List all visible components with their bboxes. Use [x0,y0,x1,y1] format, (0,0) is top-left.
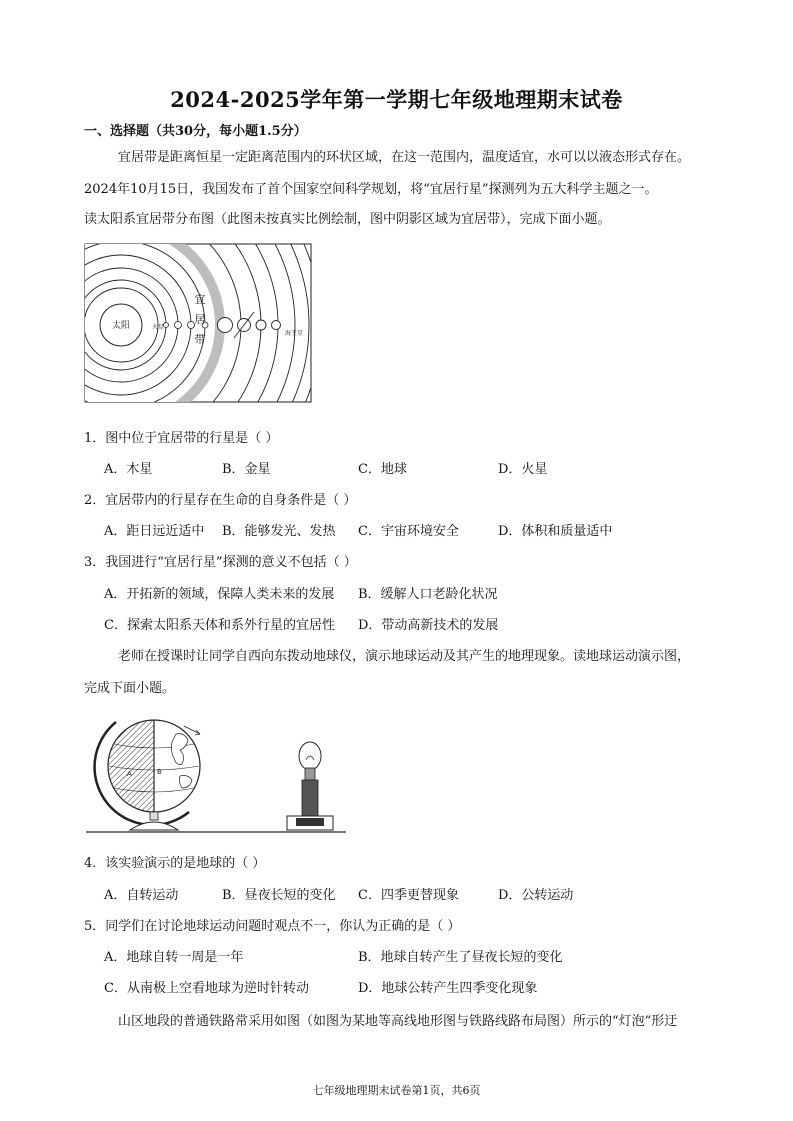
passage2-line1: 老师在授课时让同学自西向东拨动地球仪，演示地球运动及其产生的地理现象。读地球运动演示图， [118,649,691,664]
label-a: A [127,770,132,778]
q1-option-c: C．地球 [358,462,407,477]
q3-option-a: A．开拓新的领域，保障人类未来的发展 [104,587,335,602]
question-5-stem: 5．同学们在讨论地球运动问题时观点不一，你认为正确的是（ ） [84,919,461,934]
zone-label-2: 居 [194,313,206,326]
planet-earth [188,322,195,329]
globe-night-side [108,720,154,812]
q3-option-c: C．探索太阳系天体和系外行星的宜居性 [104,618,335,633]
q5-option-b: B．地球自转产生了昼夜长短的变化 [358,950,563,965]
q5-option-c: C．从南极上空看地球为逆时针转动 [104,981,309,996]
q2-option-a: A．距日远近适中 [104,524,205,539]
planet-jupiter [218,318,233,333]
globe-lamp-figure [84,704,346,838]
planet-venus [175,322,182,329]
passage1-line3: 读太阳系宜居带分布图（此图未按真实比例绘制，图中阴影区域为宜居带），完成下面小题。 [84,212,611,227]
label-b: B [157,768,162,776]
question-1-stem: 1．图中位于宜居带的行星是（ ） [84,431,279,446]
q1-option-d: D．火星 [498,462,548,477]
q2-option-d: D．体积和质量适中 [498,524,613,539]
q3-option-d: D．带动高新技术的发展 [358,618,499,633]
sun-label: 太阳 [111,321,131,331]
question-4-stem: 4．该实验演示的是地球的（ ） [84,856,266,871]
section-heading: 一、选择题（共30分，每小题1.5分） [84,124,307,139]
mars-label: 火星 [151,324,165,331]
q1-option-a: A．木星 [104,462,153,477]
q2-option-b: B．能够发光、发热 [222,524,336,539]
q5-option-a: A．地球自转一周是一年 [104,950,244,965]
q4-option-d: D．公转运动 [498,888,574,903]
zone-label-1: 宜 [194,293,206,306]
q4-option-a: A．自转运动 [104,888,179,903]
lamp-stand [302,780,318,816]
passage2-line2: 完成下面小题。 [84,681,176,696]
q4-option-c: C．四季更替现象 [358,888,459,903]
bulb-socket [305,768,315,780]
q5-option-d: D．地球公转产生四季变化现象 [358,981,538,996]
q4-option-b: B．昼夜长短的变化 [222,888,336,903]
question-3-stem: 3．我国进行“宜居行星”探测的意义不包括（ ） [84,555,357,570]
passage3-line1: 山区地段的普通铁路常采用如图（如图为某地等高线地形图与铁路线路布局图）所示的“灯泡”形迂 [118,1014,678,1029]
page-footer: 七年级地理期末试卷第1页，共6页 [312,1084,481,1097]
planet-uranus [256,320,266,330]
exam-title: 2024-2025学年第一学期七年级地理期末试卷 [170,87,623,112]
passage1-line1: 宜居带是距离恒星一定距离范围内的环状区域，在这一范围内，温度适宜，水可以以液态形式存在。 [118,150,691,165]
q3-option-b: B．缓解人口老龄化状况 [358,587,498,602]
neptune-label: 海王星 [284,330,304,337]
passage1-line2: 2024年10月15日，我国发布了首个国家空间科学规划，将“宜居行星”探测列为五大科学主题之一。 [84,182,658,197]
planet-mercury [164,323,169,328]
q1-option-b: B．金星 [222,462,271,477]
question-2-stem: 2．宜居带内的行星存在生命的自身条件是（ ） [84,493,357,508]
planet-neptune [272,321,281,330]
zone-label-3: 带 [194,333,206,346]
q2-option-c: C．宇宙环境安全 [358,524,459,539]
habitable-zone-figure [84,243,312,403]
